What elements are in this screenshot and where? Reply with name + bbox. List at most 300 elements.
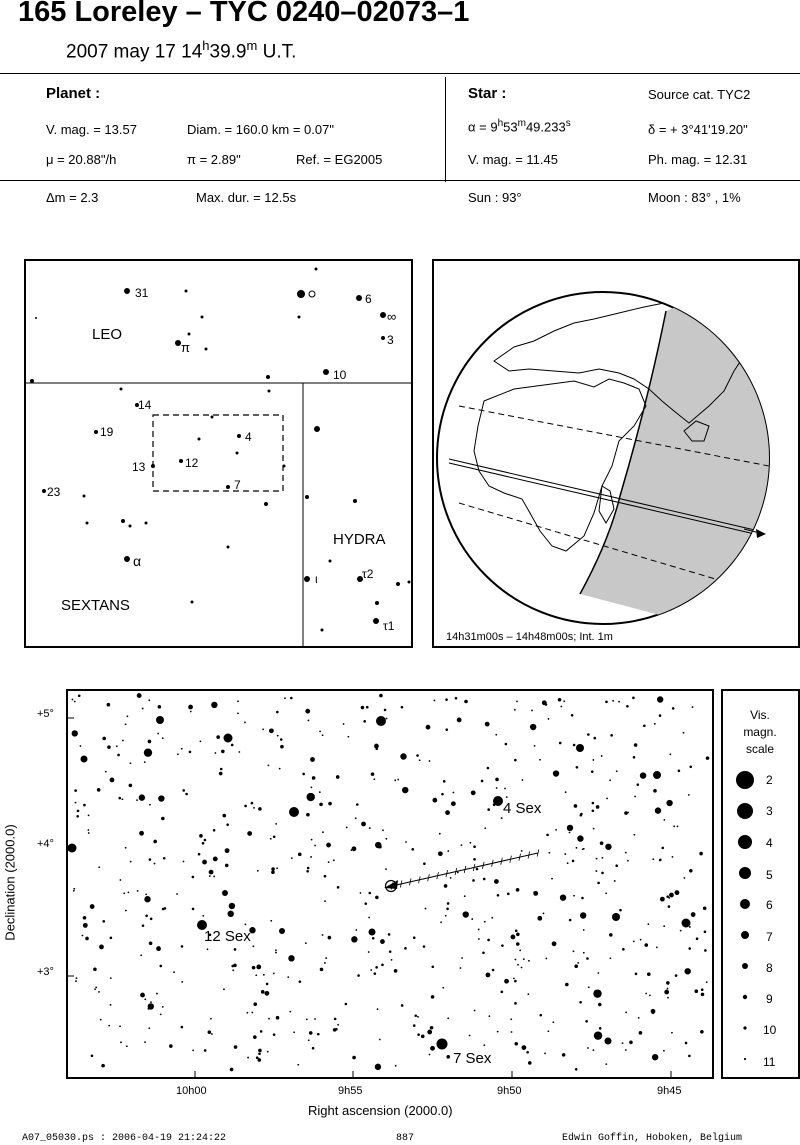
- field-star: [326, 843, 331, 848]
- field-star: [667, 997, 669, 999]
- field-star: [463, 911, 469, 917]
- field-star: [305, 942, 307, 944]
- legend-star-dot: [743, 1026, 746, 1029]
- field-star: [492, 969, 495, 972]
- moon-info: Moon : 83° , 1%: [648, 190, 741, 205]
- field-star: [270, 838, 272, 840]
- star-label: 31: [135, 286, 149, 300]
- field-star: [158, 946, 160, 948]
- field-star: [370, 969, 372, 971]
- field-star: [521, 850, 523, 852]
- field-star: [526, 1051, 529, 1054]
- finder-star: [86, 522, 89, 525]
- field-star: [505, 743, 508, 746]
- field-star: [293, 1031, 295, 1033]
- field-star: [636, 783, 639, 786]
- constellation-leo: LEO: [92, 326, 123, 343]
- path-arrowhead: [756, 529, 766, 538]
- field-star: [234, 1045, 238, 1049]
- field-star: [319, 803, 323, 807]
- field-star: [386, 718, 388, 720]
- finder-star: [298, 316, 301, 319]
- field-star: [75, 802, 77, 804]
- field-star: [181, 748, 183, 750]
- field-star: [619, 909, 622, 912]
- field-star: [210, 1018, 212, 1020]
- field-star: [669, 753, 671, 755]
- field-star: [148, 740, 152, 744]
- field-star: [573, 950, 575, 952]
- x-tick-label: 9h50: [497, 1085, 522, 1097]
- field-star: [610, 957, 612, 959]
- legend-star-dot: [737, 803, 753, 819]
- field-star: [273, 973, 275, 975]
- legend-star-dot: [739, 867, 751, 879]
- header-divider-bottom: [0, 180, 800, 181]
- field-star: [273, 1033, 276, 1036]
- field-star: [516, 942, 520, 946]
- field-star: [360, 892, 362, 894]
- legend-star-dot: [740, 899, 750, 909]
- legend-mag-label: 9: [766, 992, 773, 1006]
- field-star: [375, 747, 378, 750]
- field-star: [110, 977, 112, 979]
- field-star: [351, 936, 357, 942]
- field-star: [237, 712, 239, 714]
- legend-mag-label: 6: [766, 898, 773, 912]
- star-label: 23: [47, 485, 61, 499]
- field-star: [615, 864, 618, 867]
- field-star: [595, 870, 597, 872]
- field-star: [346, 827, 348, 829]
- field-star: [270, 920, 272, 922]
- field-star: [268, 1018, 270, 1020]
- field-star: [264, 991, 269, 996]
- field-star: [310, 856, 312, 858]
- field-star: [157, 733, 159, 735]
- field-star: [400, 753, 406, 759]
- field-star: [506, 796, 508, 798]
- constellation-hydra: HYDRA: [333, 531, 386, 548]
- field-star: [474, 1010, 476, 1012]
- x-tick-label: 10h00: [176, 1085, 207, 1097]
- field-star: [298, 853, 302, 857]
- field-star: [624, 811, 628, 815]
- field-star: [592, 802, 595, 805]
- chart-area-outline: [153, 415, 283, 491]
- field-star: [75, 980, 77, 982]
- field-star: [251, 802, 254, 805]
- finder-star: [266, 375, 270, 379]
- field-star: [633, 756, 636, 759]
- finder-star: [129, 525, 132, 528]
- field-star: [451, 801, 456, 806]
- field-star: [644, 943, 648, 947]
- field-star: [547, 1030, 549, 1032]
- field-star: [397, 779, 399, 781]
- field-star: [159, 965, 162, 968]
- field-star: [602, 857, 604, 859]
- field-star: [183, 861, 185, 863]
- field-star: [314, 845, 316, 847]
- field-star: [657, 696, 663, 702]
- field-star: [83, 923, 88, 928]
- field-star: [643, 724, 646, 727]
- field-star: [287, 976, 289, 978]
- finder-star: [323, 369, 329, 375]
- field-star: [119, 1025, 121, 1027]
- field-star: [356, 803, 359, 806]
- field-star: [472, 879, 475, 882]
- field-star: [74, 789, 77, 792]
- field-star: [514, 1042, 518, 1046]
- field-star: [289, 1011, 291, 1013]
- field-star: [107, 745, 111, 749]
- field-star: [328, 861, 330, 863]
- field-star: [663, 819, 665, 821]
- field-star: [307, 867, 310, 870]
- field-star: [73, 890, 75, 892]
- field-star: [599, 1027, 602, 1030]
- field-star: [514, 709, 516, 711]
- field-star: [417, 1016, 419, 1018]
- field-star: [120, 1041, 122, 1043]
- field-star: [343, 723, 345, 725]
- field-star: [672, 856, 674, 858]
- field-star: [177, 753, 179, 755]
- field-star: [551, 878, 553, 880]
- field-star: [627, 860, 629, 862]
- field-star: [129, 784, 133, 788]
- legend-dots: [736, 771, 754, 1060]
- field-star: [491, 917, 493, 919]
- field-star: [598, 1003, 602, 1007]
- field-star: [627, 812, 629, 814]
- field-star: [79, 745, 81, 747]
- field-star: [355, 817, 357, 819]
- field-star: [471, 790, 476, 795]
- field-star: [609, 779, 611, 781]
- field-star: [445, 698, 448, 701]
- field-star: [221, 750, 225, 754]
- field-star: [366, 706, 369, 709]
- page-title: 165 Loreley – TYC 0240–02073–1: [18, 0, 470, 28]
- legend-mag-label: 5: [766, 868, 773, 882]
- globe-panel: [432, 259, 800, 648]
- field-star: [605, 844, 611, 850]
- field-star: [305, 709, 310, 714]
- field-star: [516, 701, 518, 703]
- field-star: [519, 949, 521, 951]
- field-star: [559, 742, 562, 745]
- star-chart-svg: [68, 691, 712, 1077]
- field-star: [372, 937, 375, 940]
- planet-diameter: Diam. = 160.0 km = 0.07": [187, 122, 334, 137]
- field-star: [144, 896, 150, 902]
- field-star: [588, 986, 590, 988]
- field-star: [263, 974, 265, 976]
- field-star: [653, 771, 661, 779]
- field-star: [516, 888, 520, 892]
- field-star: [395, 1065, 397, 1067]
- finder-star: [268, 390, 271, 393]
- field-star: [481, 780, 484, 783]
- field-star: [288, 955, 294, 961]
- field-star: [445, 915, 447, 917]
- finder-chart-svg: [26, 261, 411, 646]
- field-star: [668, 897, 670, 899]
- field-star: [244, 722, 246, 724]
- field-star: [162, 737, 164, 739]
- planet-vmag: V. mag. = 13.57: [46, 122, 137, 137]
- field-star: [461, 844, 463, 846]
- field-star: [352, 846, 357, 851]
- field-star: [629, 1041, 633, 1045]
- x-tick-label: 9h45: [657, 1085, 682, 1097]
- field-star: [647, 972, 651, 976]
- field-star: [575, 1068, 578, 1071]
- legend-mag-label: 7: [766, 930, 773, 944]
- field-star: [633, 834, 635, 836]
- field-star: [663, 1050, 665, 1052]
- finder-star: [373, 618, 379, 624]
- field-star: [148, 699, 150, 701]
- field-star: [514, 980, 517, 983]
- planet-motion: μ = 20.88"/h: [46, 152, 117, 167]
- field-star: [706, 981, 708, 983]
- field-star: [605, 701, 608, 704]
- star-chart: [66, 689, 714, 1079]
- finder-chart: [24, 259, 413, 648]
- field-star: [290, 697, 293, 700]
- field-star: [515, 929, 518, 932]
- field-star: [689, 869, 693, 873]
- field-star: [375, 966, 378, 969]
- field-star: [476, 868, 479, 871]
- star-vmag: V. mag. = 11.45: [468, 152, 558, 167]
- field-star: [251, 1012, 253, 1014]
- field-star: [457, 718, 462, 723]
- field-star: [271, 870, 275, 874]
- field-star: [98, 991, 100, 993]
- footer-author: Edwin Goffin, Hoboken, Belgium: [562, 1133, 743, 1144]
- field-star: [660, 859, 662, 861]
- finder-star: [353, 499, 357, 503]
- field-star: [564, 853, 566, 855]
- finder-star: [305, 495, 309, 499]
- field-star: [576, 744, 584, 752]
- field-star: [148, 1003, 154, 1009]
- field-star: [635, 973, 638, 976]
- field-star: [626, 705, 629, 708]
- field-star: [142, 924, 145, 927]
- field-star: [317, 1033, 320, 1036]
- field-star: [237, 700, 239, 702]
- field-star: [552, 941, 557, 946]
- field-star: [530, 724, 536, 730]
- field-star: [447, 902, 450, 905]
- y-tick-label: +5°: [37, 708, 54, 720]
- field-star: [213, 857, 218, 862]
- field-star: [549, 852, 551, 854]
- field-star: [289, 807, 299, 817]
- field-star: [514, 759, 517, 762]
- delta-magnitude: Δm = 2.3: [46, 190, 99, 205]
- field-star: [149, 941, 153, 945]
- field-star: [469, 1035, 471, 1037]
- field-star: [310, 786, 312, 788]
- y-axis-label: Declination (2000.0): [2, 824, 18, 941]
- field-star: [601, 872, 604, 875]
- field-star: [632, 697, 635, 700]
- field-star: [72, 730, 78, 736]
- magnitude-legend-svg: [723, 691, 798, 1077]
- field-star: [252, 966, 256, 970]
- field-star: [614, 880, 616, 882]
- field-star: [689, 926, 691, 928]
- field-star: [661, 847, 664, 850]
- field-star: [427, 1030, 432, 1035]
- field-star: [688, 1055, 691, 1058]
- field-star: [610, 734, 613, 737]
- field-star: [93, 967, 97, 971]
- field-star: [501, 944, 504, 947]
- star-phmag: Ph. mag. = 12.31: [648, 152, 748, 167]
- finder-star: [151, 464, 155, 468]
- field-star: [99, 945, 104, 950]
- field-star: [497, 1031, 499, 1033]
- field-star: [328, 802, 332, 806]
- header-divider-top: [0, 73, 800, 74]
- star-label: 7: [234, 478, 241, 492]
- field-star: [253, 1035, 257, 1039]
- field-star: [473, 845, 476, 848]
- field-star: [669, 893, 674, 898]
- finder-star: [314, 426, 320, 432]
- field-star: [455, 697, 458, 700]
- field-star: [82, 935, 84, 937]
- field-star: [601, 755, 603, 757]
- planet-heading: Planet :: [46, 85, 101, 102]
- finder-star: [408, 581, 411, 584]
- finder-star: [375, 601, 379, 605]
- field-star: [652, 858, 654, 860]
- field-star: [495, 778, 499, 782]
- field-star: [464, 700, 468, 704]
- field-star: [271, 867, 275, 871]
- finder-star: [396, 582, 400, 586]
- field-star: [640, 939, 642, 941]
- field-star: [244, 805, 247, 808]
- field-star: [375, 1064, 381, 1070]
- field-star: [521, 967, 523, 969]
- field-star: [162, 908, 165, 911]
- field-star: [701, 993, 705, 997]
- field-star: [334, 1018, 337, 1021]
- field-star: [306, 870, 309, 873]
- y-tick-label: +3°: [37, 966, 54, 978]
- field-star: [232, 969, 234, 971]
- field-star: [116, 745, 118, 747]
- field-star: [266, 983, 269, 986]
- field-star: [319, 791, 321, 793]
- field-star: [148, 1027, 150, 1029]
- field-star: [430, 1046, 435, 1051]
- field-star: [225, 848, 230, 853]
- field-star: [182, 789, 185, 792]
- field-star: [156, 993, 158, 995]
- field-star: [231, 744, 234, 747]
- field-star: [414, 1014, 417, 1017]
- legend-mag-label: 3: [766, 804, 773, 818]
- field-star: [430, 1026, 434, 1030]
- field-star: [446, 907, 449, 910]
- finder-star: [121, 519, 125, 523]
- field-star: [149, 858, 152, 861]
- field-star: [593, 989, 601, 997]
- constellation-sextans: SEXTANS: [61, 597, 130, 614]
- field-star: [213, 829, 216, 832]
- legend-title: magn.: [743, 725, 777, 739]
- field-star: [666, 800, 672, 806]
- field-star: [309, 1031, 313, 1035]
- field-star: [683, 877, 685, 879]
- field-star: [105, 771, 107, 773]
- finder-star: [315, 268, 318, 271]
- field-star: [587, 733, 590, 736]
- field-star: [220, 768, 223, 771]
- field-star: [324, 900, 326, 902]
- field-star: [90, 904, 95, 909]
- field-star: [699, 852, 703, 856]
- finder-star: [42, 489, 46, 493]
- finder-star: [188, 333, 191, 336]
- globe-caption: 14h31m00s – 14h48m00s; Int. 1m: [446, 631, 613, 643]
- path-ticks: [391, 850, 539, 890]
- legend-star-dot: [742, 963, 748, 969]
- star-label: τ2: [362, 567, 374, 581]
- field-star: [225, 864, 229, 868]
- field-star: [355, 929, 357, 931]
- finder-star: [237, 434, 241, 438]
- field-star: [234, 948, 237, 951]
- field-star: [605, 892, 607, 894]
- finder-star: [145, 522, 148, 525]
- field-star: [377, 1008, 379, 1010]
- field-star: [261, 990, 265, 994]
- field-star: [223, 988, 225, 990]
- field-star: [85, 937, 89, 941]
- field-star: [487, 767, 490, 770]
- field-star: [585, 1020, 588, 1023]
- field-star: [333, 859, 335, 861]
- field-star: [638, 1017, 640, 1019]
- field-star: [394, 779, 396, 781]
- field-star: [336, 775, 340, 779]
- field-star: [247, 1057, 249, 1059]
- field-star: [215, 752, 217, 754]
- field-star: [247, 831, 252, 836]
- field-star: [188, 705, 193, 710]
- field-star: [680, 930, 682, 932]
- finder-star: [304, 576, 310, 582]
- field-star: [87, 829, 89, 831]
- field-star: [495, 734, 497, 736]
- finder-star: [198, 438, 201, 441]
- field-star: [192, 908, 195, 911]
- field-star: [204, 839, 207, 842]
- field-star: [574, 804, 578, 808]
